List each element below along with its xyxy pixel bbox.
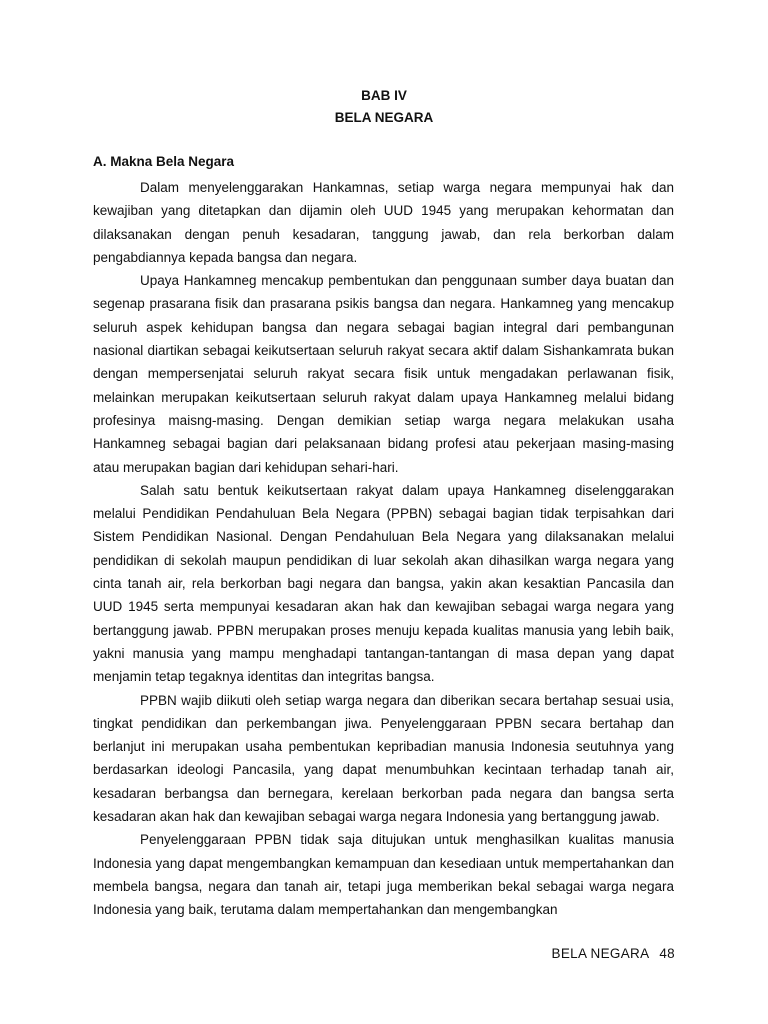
paragraph: Upaya Hankamneg mencakup pembentukan dan penggunaan sumber daya buatan dan segenap prasarana fisik dan prasarana psikis bangsa dan negara. Hankamneg yang mencakup seluruh aspek kehidupan bangsa dan negara sebagai bagian integral dari pembangunan nasional diartikan sebagai keikutsertaan seluruh rakyat secara aktif dalam Sishankamrata bukan dengan mempersenjatai seluruh rakyat secara fisik untuk mengadakan perlawanan fisik, melainkan merupakan keikutsertaan seluruh rakyat dalam upaya Hankamneg melalui bidang profesinya maisng-masing. Dengan demikian setiap warga negara melakukan usaha Hankamneg sebagai bagian dari pelaksanaan bidang profesi atau pekerjaan masing-masing atau merupakan bagian dari kehidupan sehari-hari. [93,273,674,475]
paragraph: PPBN wajib diikuti oleh setiap warga negara dan diberikan secara bertahap sesuai usia, tingkat pendidikan dan perkembangan jiwa. Penyelenggaraan PPBN secara bertahap dan berlanjut ini merupakan usaha pembentukan kepribadian manusia Indonesia seutuhnya yang berdasarkan ideologi Pancasila, yang dapat menumbuhkan kecintaan terhadap tanah air, kesadaran berbangsa dan bernegara, kerelaan berkorban pada negara dan bangsa serta kesadaran akan hak dan kewajiban sebagai warga negara Indonesia yang bertanggung jawab. [93,692,674,825]
paragraph: Penyelenggaraan PPBN tidak saja ditujukan untuk menghasilkan kualitas manusia Indonesia yang dapat mengembangkan kemampuan dan kesediaan untuk mempertahankan dan membela bangsa, negara dan tanah air, tetapi juga memberikan bekal sebagai warga negara Indonesia yang baik, terutama dalam mempertahankan dan mengembangkan [93,832,674,918]
paragraph: Dalam menyelenggarakan Hankamnas, setiap warga negara mempunyai hak dan kewajiban yang ditetapkan dan dijamin oleh UUD 1945 yang merupakan kehormatan dan dilaksanakan dengan penuh kesadaran, tanggung jawab, dan rela berkorban dalam pengabdiannya kepada bangsa dan negara. [93,180,674,265]
chapter-title: BELA NEGARA [334,110,434,125]
section-heading: A. Makna Bela Negara [93,154,235,169]
page-footer [552,946,675,961]
paragraph: Salah satu bentuk keikutsertaan rakyat dalam upaya Hankamneg diselenggarakan melalui Pendidikan Pendahuluan Bela Negara (PPBN) sebagai bagian tidak terpisahkan dari Sistem Pendidikan Nasional. Dengan Pendahuluan Bela Negara yang dilaksanakan melalui pendidikan di sekolah maupun pendidikan di luar sekolah akan dihasilkan warga negara yang cinta tanah air, rela berkorban bagi negara dan bangsa, yakin akan kesaktian Pancasila dan UUD 1945 serta mempunyai kesadaran akan hak dan kewajiban sebagai warga negara yang bertanggung jawab. PPBN merupakan proses menuju kepada kualitas manusia yang lebih baik, yakni manusia yang mampu menghadapi tantangan-tantangan di masa depan yang dapat menjamin tetap tegaknya identitas dan integritas bangsa. [93,482,674,685]
chapter-number: BAB IV [361,88,407,103]
running-title: BELA NEGARA [551,946,650,961]
page-number: 48 [659,946,675,961]
body-text [93,176,674,922]
